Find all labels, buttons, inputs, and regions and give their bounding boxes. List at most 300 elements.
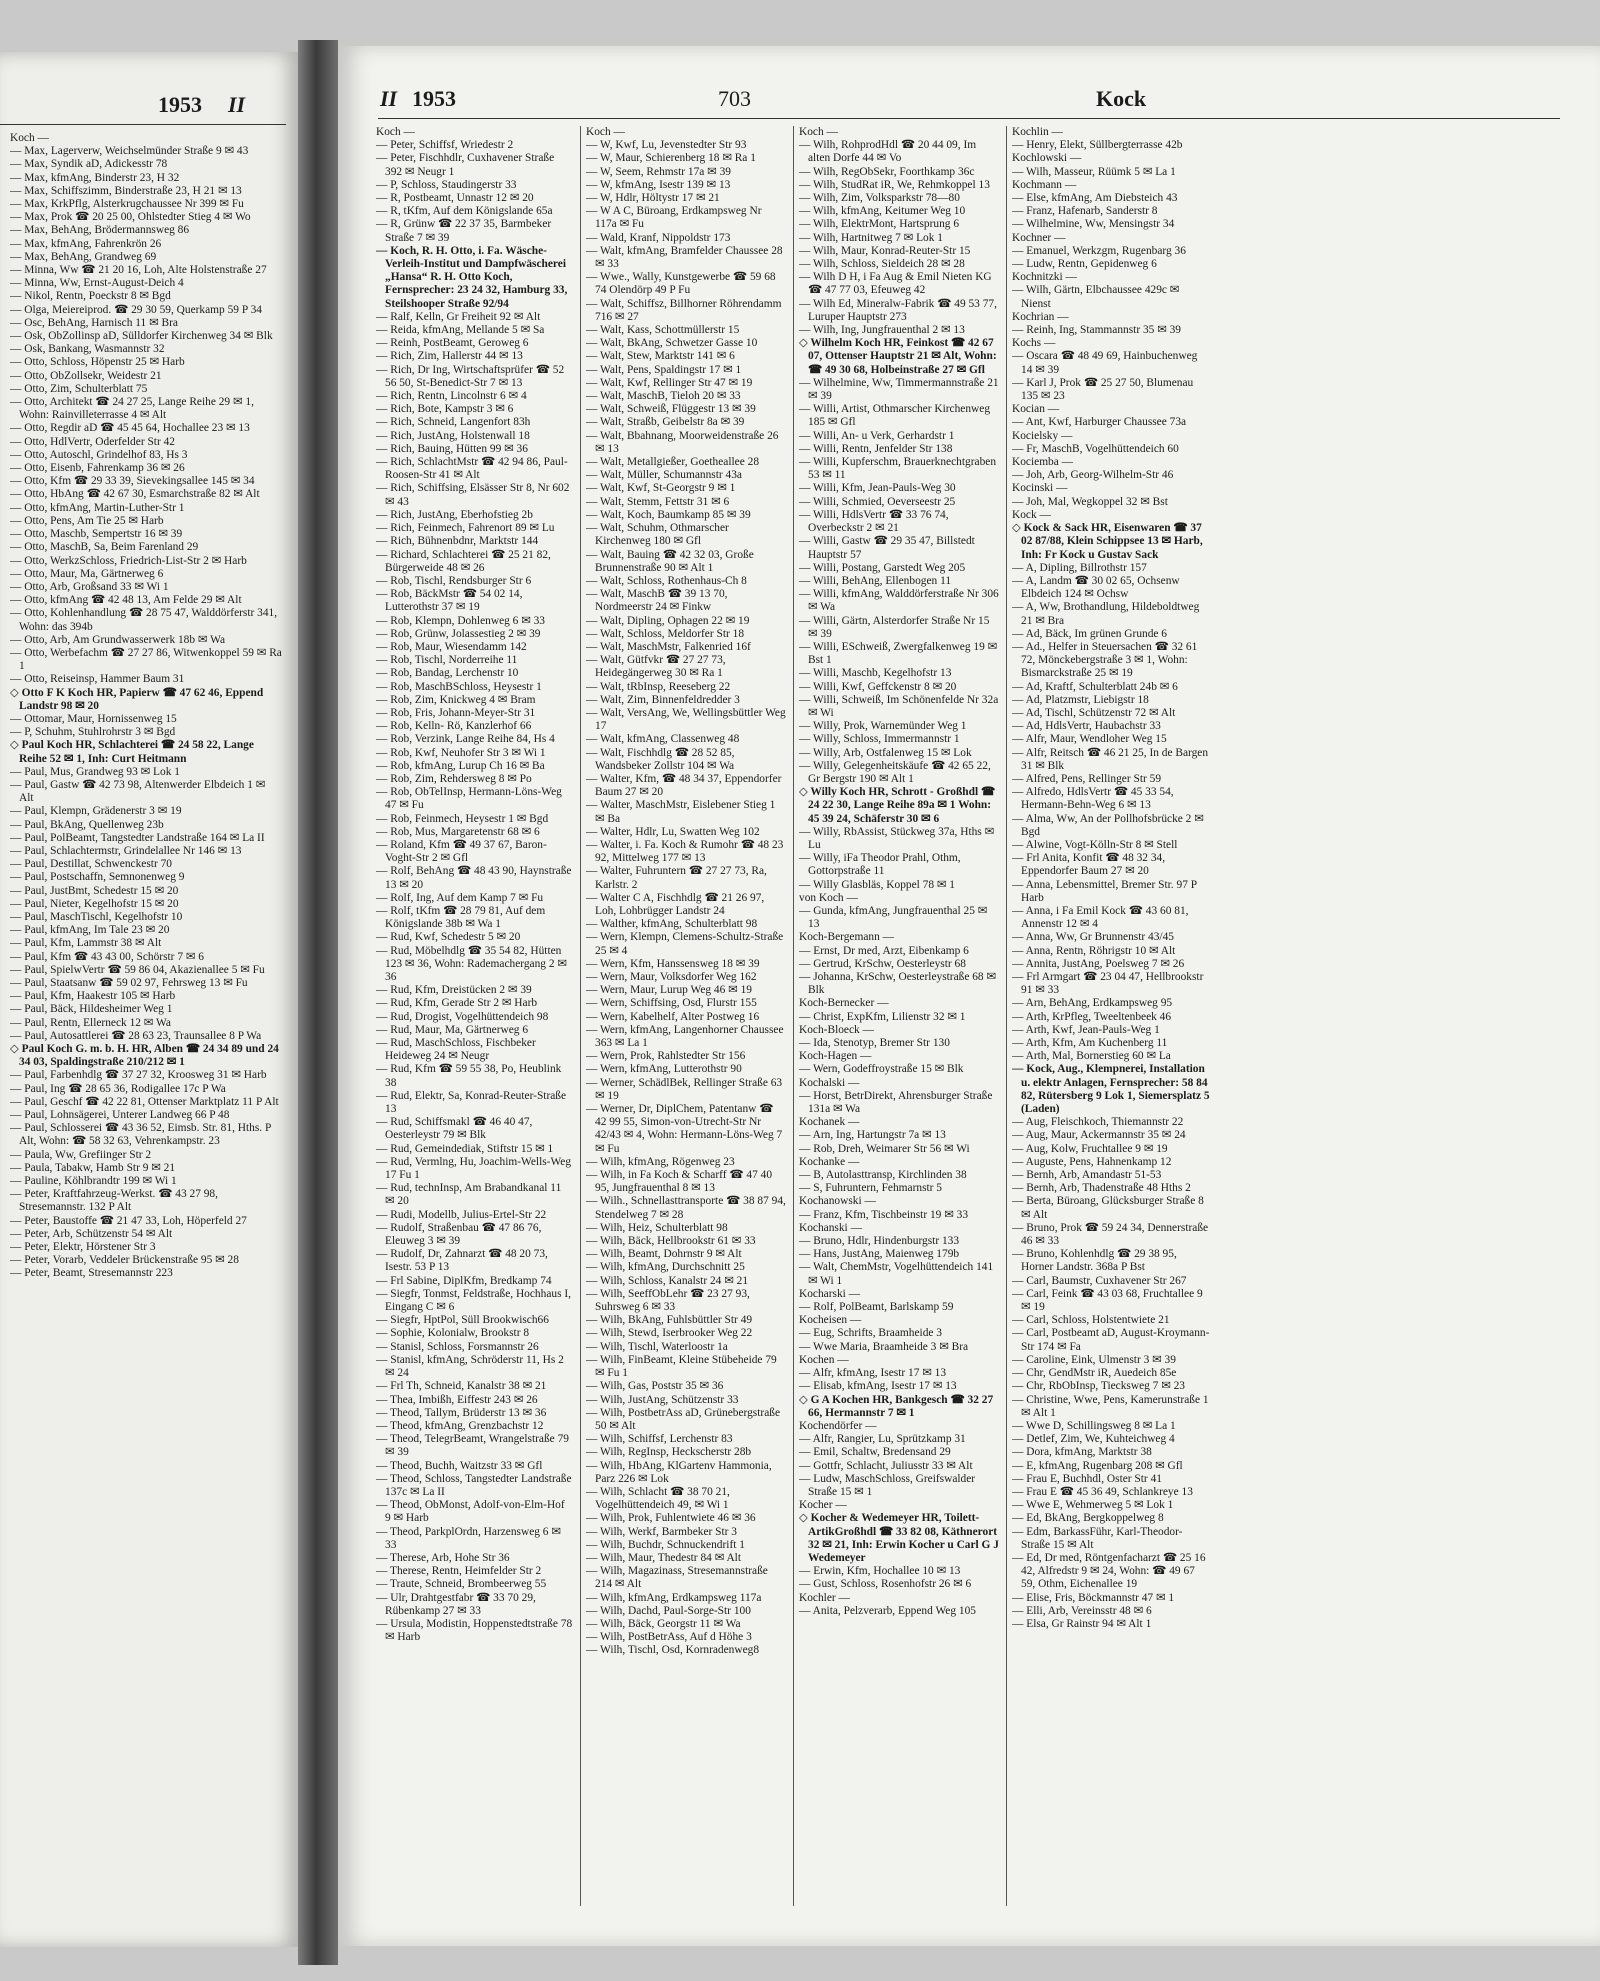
directory-entry: — Walt, Metallgießer, Goetheallee 28 (586, 456, 760, 469)
directory-entry: — Wilh, kfmAng, Durchschnitt 25 (586, 1261, 745, 1274)
directory-entry: Kocheisen — (799, 1314, 862, 1327)
directory-entry: — W, Hdlr, Höltystr 17 ✉ 21 (586, 192, 720, 205)
directory-entry: — Peter, Kraftfahrzeug-Werkst. ☎ 43 27 98, Stresemannstr. 132 P Alt (10, 1188, 218, 1214)
directory-entry: — Paul, Destillat, Schwenckestr 70 (10, 858, 172, 871)
directory-entry: — Otto, Schloss, Höpenstr 25 ✉ Harb (10, 356, 185, 369)
directory-entry: — Paul, Rentn, Ellerneck 12 ✉ Wa (10, 1016, 171, 1029)
directory-entry: — Rob, Mus, Margaretenstr 68 ✉ 6 (376, 825, 540, 838)
directory-entry: Kochendörfer — (799, 1419, 877, 1432)
directory-entry: — Alfred, Pens, Rellinger Str 59 (1012, 772, 1162, 785)
directory-entry: — Wwe Maria, Braamheide 3 ✉ Bra (799, 1340, 969, 1353)
directory-entry: — Max, KrkPflg, Alsterkrugchaussee Nr 399 ✉ Fu (10, 198, 244, 211)
running-head: Kock (1096, 86, 1147, 111)
directory-entry: — W, Kwf, Lu, Jevenstedter Str 93 (586, 139, 747, 152)
directory-entry: — Walt, Koch, Baumkamp 85 ✉ 39 (586, 508, 751, 521)
directory-entry: — Alfr, Rangier, Lu, Sprützkamp 31 (799, 1433, 966, 1446)
directory-entry: — Otto, MaschB, Sa, Beim Farenland 29 (10, 541, 199, 554)
directory-entry: — Ad, Kraftf, Schulterblatt 24b ✉ 6 (1012, 680, 1178, 693)
directory-entry: — Bernh, Arb, Thadenstraße 48 Hths 2 (1012, 1182, 1191, 1195)
directory-entry: — Rob, Tischl, Norderreihe 11 (376, 654, 518, 667)
directory-entry: — Ad., Helfer in Steuersachen ☎ 32 61 72, Mönckebergstraße 3 ✉ 1, Wohn: Bismarckstraße 25 ✉ 19 (1012, 640, 1198, 680)
directory-entry: — Else, kfmAng, Am Diebsteich 43 (1012, 192, 1178, 205)
directory-entry: — Stanisl, Schloss, Forsmannstr 26 (376, 1340, 539, 1353)
directory-entry: — Wilh, kfmAng, Rögenweg 23 (586, 1155, 735, 1168)
directory-entry: — Rudi, Modellb, Julius-Ertel-Str 22 (376, 1208, 547, 1221)
page-number: 703 (718, 86, 751, 111)
directory-entry: — Reida, kfmAng, Mellande 5 ✉ Sa (376, 324, 545, 337)
directory-entry: — Frl Armgart ☎ 23 04 47, Hellbrookstr 91 ✉ 33 (1012, 971, 1204, 997)
directory-entry: — Carl, Schloss, Holstentwiete 21 (1012, 1314, 1170, 1327)
directory-entry: — Gunda, kfmAng, Jungfrauenthal 25 ✉ 13 (799, 904, 988, 931)
directory-entry: — Theod, ParkplOrdn, Harzensweg 6 ✉ 33 (376, 1525, 561, 1551)
directory-entry: — Wilh, Masseur, Rüümk 5 ✉ La 1 (1012, 165, 1176, 178)
directory-entry: — Paul, Kfm, Haakestr 105 ✉ Harb (10, 990, 176, 1003)
directory-entry: — Peter, Beamt, Stresemannstr 223 (10, 1267, 173, 1280)
directory-entry: — Rich, SchlachtMstr ☎ 42 94 86, Paul-Roosen-Str 41 ✉ Alt (376, 456, 568, 482)
directory-entry: — Willi, kfmAng, Walddörferstraße Nr 306 ✉ Wa (799, 588, 999, 614)
directory-entry: — Wern, Schiffsing, Osd, Flurstr 155 (586, 997, 757, 1010)
directory-entry: — Wilh, Stewd, Iserbrooker Weg 22 (586, 1327, 753, 1340)
directory-entry: — Arn, Ing, Hartungstr 7a ✉ 13 (799, 1129, 946, 1142)
directory-entry: — Emanuel, Werkzgm, Rugenbarg 36 (1012, 244, 1186, 257)
directory-entry: — Wilhelmine, Ww, Timmermannstraße 21 ✉ 39 (799, 376, 999, 403)
directory-entry: — Willy, iFa Theodor Prahl, Othm, Gottorpstraße 11 (799, 852, 961, 878)
directory-entry: — Erwin, Kfm, Hochallee 10 ✉ 13 (799, 1565, 961, 1578)
right-header-year: 1953 (412, 86, 456, 111)
directory-entry: — Wilh, Dachd, Paul-Sorge-Str 100 (586, 1604, 751, 1617)
directory-entry: — Wilh, FinBeamt, Kleine Stübeheide 79 ✉ Fu 1 (586, 1353, 777, 1380)
directory-entry: — Paul, PolBeamt, Tangstedter Landstraße 164 ✉ La II (10, 831, 265, 844)
directory-entry: — Wilhelmine, Ww, Mensingstr 34 (1012, 218, 1175, 231)
directory-entry: — Wilh, Maur, Konrad-Reuter-Str 15 (799, 244, 971, 257)
directory-entry: — Stanisl, kfmAng, Schröderstr 11, Hs 2 ✉ 24 (376, 1353, 564, 1380)
directory-entry: Koch-Bernecker — (799, 997, 889, 1010)
directory-entry: — Rob, Kelln- Rö, Kanzlerhof 66 (376, 720, 532, 733)
directory-entry: — Max, BehAng, Brödermannsweg 86 (10, 224, 190, 237)
directory-entry: — Willi, Kfm, Jean-Pauls-Weg 30 (799, 482, 956, 495)
directory-entry: — Chr, GendMstr iR, Auedeich 85e (1012, 1367, 1177, 1380)
directory-entry: — Wilh, Schloss, Sieldeich 28 ✉ 28 (799, 258, 965, 271)
directory-entry: — Wern, Maur, Lurup Weg 46 ✉ 19 (586, 984, 752, 997)
directory-entry: Koch-Bergemann — (799, 931, 895, 944)
directory-entry: Kociemba — (1012, 456, 1074, 469)
directory-entry: — Wilh, kfmAng, Keitumer Weg 10 (799, 205, 966, 218)
directory-entry: — Walt, kfmAng, Classenweg 48 (586, 733, 740, 746)
column-heading: Koch — (376, 126, 415, 138)
directory-entry: — Werner, Dr, DiplChem, Patentanw ☎ 42 99 55, Simon-von-Utrecht-Str Nr 42/43 ✉ 4, Wohn: Hermann-Löns-Weg 7 ✉ Fu (586, 1103, 783, 1155)
directory-entry: — Alfr, kfmAng, Isestr 17 ✉ 13 (799, 1367, 947, 1380)
directory-entry: — Paul, Klempn, Grädenerstr 3 ✉ 19 (10, 805, 182, 818)
directory-entry: — Elise, Fris, Böckmannstr 47 ✉ 1 (1012, 1591, 1175, 1604)
directory-entry: — Bruno, Kohlenhdlg ☎ 29 38 95, Horner Landstr. 368a P Bst (1012, 1248, 1177, 1274)
directory-entry: — Wilh, Bäck, Hellbrookstr 61 ✉ 33 (586, 1235, 756, 1248)
directory-entry: — Paul, Farbenhdlg ☎ 37 27 32, Kroosweg 31 ✉ Harb (10, 1069, 267, 1082)
directory-entry: — Reinh, PostBeamt, Geroweg 6 (376, 337, 529, 350)
directory-entry: Koch-Bloeck — (799, 1023, 874, 1036)
left-header-year: 1953 (158, 92, 202, 117)
directory-entry: — Walt, ChemMstr, Vogelhüttendeich 141 ✉ Wi 1 (799, 1261, 994, 1287)
directory-entry: Kocielsky — (1012, 429, 1073, 442)
directory-entry: — Otto, kfmAng, Martin-Luther-Str 1 (10, 501, 185, 514)
directory-entry: — Kock, Aug., Klempnerei, Installation u. elektr Anlagen, Fernsprecher: 58 84 82, Rütersberg 9 Lok 1, Siemersplatz 5 (Laden) (1012, 1063, 1210, 1116)
directory-entry: — Osc, BehAng, Harnisch 11 ✉ Bra (10, 316, 178, 329)
directory-entry: — Arth, KrPfleg, Tweeltenbeek 46 (1012, 1010, 1172, 1023)
directory-entry: — Wilh, RegObSekr, Foorthkamp 36c (799, 165, 975, 178)
directory-entry: — Theod, Tallym, Brüderstr 13 ✉ 36 (376, 1406, 547, 1419)
directory-entry: — Bruno, Prok ☎ 59 24 34, Dennerstraße 46 ✉ 33 (1012, 1221, 1209, 1248)
directory-entry: — Joh, Mal, Wegkoppel 32 ✉ Bst (1012, 495, 1168, 508)
directory-entry: — Rud, Kfm, Dreistücken 2 ✉ 39 (376, 984, 532, 997)
directory-entry: — Osk, Bankang, Wasmannstr 32 (10, 343, 165, 356)
directory-entry: — Wilh, ElektrMont, Hartsprung 6 (799, 218, 960, 231)
directory-entry: — Wilh, Beamt, Dohrnstr 9 ✉ Alt (586, 1248, 742, 1261)
directory-entry: Kocinski — (1012, 482, 1068, 495)
directory-entry: — Chr, RbObInsp, Tiecksweg 7 ✉ 23 (1012, 1380, 1185, 1393)
directory-entry: — Rob, Feinmech, Heysestr 1 ✉ Bgd (376, 812, 549, 825)
directory-entry: Kochrian — (1012, 310, 1069, 323)
directory-entry: — Ad, Bäck, Im grünen Grunde 6 (1012, 627, 1168, 640)
directory-entry: — Walt, Kwf, Rellinger Str 47 ✉ 19 (586, 376, 753, 389)
directory-entry: — Peter, Schiffsf, Wriedestr 2 (376, 139, 514, 152)
directory-entry: — Willi, Gärtn, Alsterdorfer Straße Nr 15 ✉ 39 (799, 614, 990, 640)
directory-entry: — Rud, Kfm, Gerade Str 2 ✉ Harb (376, 997, 538, 1010)
directory-entry: — Otto, Kohlenhandlung ☎ 28 75 47, Walddörferstr 341, Wohn: das 394b (10, 607, 278, 633)
directory-entry: — W, Seem, Rehmstr 17a ✉ 39 (586, 165, 731, 178)
directory-entry: — Ad, Platzmstr, Liebigstr 18 (1012, 693, 1149, 706)
directory-entry: — Nikol, Rentn, Poeckstr 8 ✉ Bgd (10, 290, 171, 303)
directory-entry: — Walt, Müller, Schumannstr 43a (586, 469, 742, 482)
directory-entry: — Rich, Dr Ing, Wirtschaftsprüfer ☎ 52 56 50, St-Benedict-Str 7 ✉ 13 (376, 363, 565, 389)
directory-entry: — Pauline, Köhlbrandtr 199 ✉ Wi 1 (10, 1175, 177, 1188)
directory-entry: — Richard, Schlachterei ☎ 25 21 82, Bürgerweide 48 ✉ 26 (376, 548, 551, 574)
directory-entry: — Koch, R. H. Otto, i. Fa. Wäsche-Verleih-Institut und Dampfwäscherei „Hansa“ R. H. Otto Koch, Fernsprecher: 23 24 32, Hamburg 33, Steilshooper Straße 92/94 (376, 244, 568, 310)
directory-entry: — Werner, SchädlBek, Rellinger Straße 63 ✉ 19 (586, 1076, 783, 1102)
directory-entry: — Otto, Kfm ☎ 29 33 39, Sievekingsallee 145 ✉ 34 (10, 475, 255, 488)
directory-entry: — Carl, Feink ☎ 43 03 68, Fruchtallee 9 ✉ 19 (1012, 1287, 1203, 1314)
directory-entry: — Paula, Ww, Grefiinger Str 2 (10, 1148, 152, 1161)
left-header-part: II (228, 92, 246, 117)
directory-entry: — Rud, technInsp, Am Brabandkanal 11 ✉ 20 (376, 1182, 562, 1208)
column-heading: Koch — (799, 126, 838, 138)
directory-entry: — Gust, Schloss, Rosenhofstr 26 ✉ 6 (799, 1578, 972, 1591)
directory-entry: — Rudolf, Straßenbau ☎ 47 86 76, Eleuweg 3 ✉ 39 (376, 1221, 542, 1248)
directory-entry: — Wilh., Schnellasttransporte ☎ 38 87 94, Stendelweg 7 ✉ 28 (586, 1195, 786, 1221)
directory-entry: — Wilh, Schloss, Kanalstr 24 ✉ 21 (586, 1274, 749, 1287)
directory-entry: Kochnitzki — (1012, 271, 1077, 284)
directory-entry: — Christine, Wwe, Pens, Kamerunstraße 1 ✉ Alt 1 (1012, 1393, 1209, 1419)
directory-entry: — Walt, Pens, Spaldingstr 17 ✉ 1 (586, 363, 742, 376)
directory-entry: — Rob, Klempn, Dohlenweg 6 ✉ 33 (376, 614, 545, 627)
directory-entry: ◇ Paul Koch HR, Schlachterei ☎ 24 58 22, Lange Reihe 52 ✉ 1, Inh: Curt Heitmann (10, 739, 254, 765)
directory-entry: — Rudolf, Dr, Zahnarzt ☎ 48 20 73, Isestr. 53 P 13 (376, 1248, 548, 1274)
directory-entry: — Otto, Zim, Schulterblatt 75 (10, 382, 148, 395)
directory-entry: — Willy, Prok, Warnemünder Weg 1 (799, 720, 967, 733)
directory-entry: — Walt, Gütfvkr ☎ 27 27 73, Heidegängerweg 30 ✉ Ra 1 (586, 654, 726, 680)
directory-entry: — Dora, kfmAng, Marktstr 38 (1012, 1446, 1152, 1459)
directory-entry: — Wern, kfmAng, Lutterothstr 90 (586, 1063, 742, 1076)
directory-entry: ◇ G A Kochen HR, Bankgesch ☎ 32 27 66, Hermannstr 7 ✉ 1 (799, 1393, 994, 1419)
directory-entry: — Edm, BarkassFühr, Karl-Theodor-Straße 15 ✉ Alt (1012, 1525, 1183, 1551)
directory-entry: ◇ Kocher & Wedemeyer HR, Toilett-ArtikGroßhdl ☎ 33 82 08, Käthnerort 32 ✉ 21, Inh: Erwin Kocher u Carl G J Wedemeyer (799, 1512, 999, 1564)
directory-entry: — Ad, Tischl, Schützenstr 72 ✉ Alt (1012, 706, 1176, 719)
directory-entry: — Walt, Stew, Marktstr 141 ✉ 6 (586, 350, 735, 363)
directory-entry: — Rob, Maur, Wiesendamm 142 (376, 640, 527, 653)
directory-entry: — P, Schloss, Staudingerstr 33 (376, 178, 517, 191)
directory-entry: — Aug, Fleischkoch, Thiemannstr 22 (1012, 1116, 1184, 1129)
directory-entry: — Paul, BkAng, Quellenweg 23b (10, 818, 164, 831)
directory-entry: — Rolf, tKfm ☎ 28 79 81, Auf dem Königslande 38b ✉ Wa 1 (376, 904, 546, 931)
directory-entry: — Paul, JustBmt, Schedestr 15 ✉ 20 (10, 884, 179, 897)
directory-entry: — Max, Schiffszimm, Binderstraße 23, H 21 ✉ 13 (10, 184, 242, 197)
directory-entry: — Franz, Hafenarb, Sanderstr 8 (1012, 205, 1158, 218)
directory-entry: — Wern, Maur, Volksdorfer Weg 162 (586, 971, 757, 983)
directory-entry: — Paul, Schlachtermstr, Grindelallee Nr 146 ✉ 13 (10, 844, 242, 857)
directory-entry: — Rob, Kwf, Neuhofer Str 3 ✉ Wi 1 (376, 746, 546, 759)
directory-entry: — Carl, Baumstr, Cuxhavener Str 267 (1012, 1274, 1187, 1287)
directory-entry: — Walt, Kwf, St-Georgstr 9 ✉ 1 (586, 482, 736, 495)
directory-entry: — Walt, MaschB ☎ 39 13 70, Nordmeerstr 24 ✉ Finkw (586, 588, 728, 614)
directory-entry: von Koch — (799, 891, 858, 904)
directory-entry: — Max, Lagerverw, Weichselmünder Straße 9 ✉ 43 (10, 145, 249, 158)
directory-entry: — Walt, BkAng, Schwetzer Gasse 10 (586, 337, 758, 350)
directory-entry: — Otto, HbAng ☎ 42 67 30, Esmarchstraße 82 ✉ Alt (10, 488, 260, 501)
directory-entry: — Paul, Mus, Grandweg 93 ✉ Lok 1 (10, 765, 180, 778)
directory-entry: — Wern, kfmAng, Langenhorner Chaussee 363 ✉ La 1 (586, 1023, 784, 1050)
directory-entry: — Willi, Schweiß, Im Schönenfelde Nr 32a ✉ Wi (799, 693, 999, 719)
directory-entry: — Detlef, Zim, We, Kuhteichweg 4 (1012, 1433, 1175, 1446)
directory-entry: — Walt, Kass, Schottmüllerstr 15 (586, 324, 740, 337)
directory-entry: — Paul, Kfm ☎ 43 43 00, Schörstr 7 ✉ 6 (10, 950, 204, 963)
directory-entry: — Wilh, Tischl, Waterloostr 1a (586, 1340, 728, 1353)
right-header-rule (378, 118, 1560, 119)
directory-entry: — Peter, Fischhdlr, Cuxhavener Straße 392 ✉ Neugr 1 (376, 152, 555, 178)
directory-entry: — Rob, Zim, Knickweg 4 ✉ Bram (376, 693, 536, 706)
directory-entry: — Willi, Kwf, Geffckenstr 8 ✉ 20 (799, 680, 957, 693)
directory-column-4 (1012, 126, 1210, 1631)
directory-entry: — Wilh, SeeffObLehr ☎ 23 27 93, Suhrsweg 6 ✉ 33 (586, 1287, 750, 1314)
directory-entry: — Walt, Schuhm, Othmarscher Kirchenweg 180 ✉ Gfl (586, 522, 729, 548)
directory-entry: — Alfredo, HdlsVertr ☎ 45 33 54, Hermann-Behn-Weg 6 ✉ 13 (1012, 786, 1174, 812)
directory-entry: — Wern, Prok, Rahlstedter Str 156 (586, 1050, 746, 1063)
directory-entry: — Rud, Vermlng, Hu, Joachim-Wells-Weg 17 Fu 1 (376, 1155, 572, 1182)
directory-column-1 (376, 126, 573, 1644)
directory-entry: — Peter, Baustoffe ☎ 21 47 33, Loh, Höperfeld 27 (10, 1214, 247, 1227)
directory-entry: — W, Maur, Schierenberg 18 ✉ Ra 1 (586, 152, 756, 165)
directory-entry: — Theod, TelegrBeamt, Wrangelstraße 79 ✉ 39 (376, 1433, 569, 1459)
directory-entry: Kochmann — (1012, 178, 1077, 191)
directory-entry: — Walt, kfmAng, Bramfelder Chaussee 28 ✉ 33 (586, 244, 783, 271)
directory-entry: — Traute, Schneid, Brombeerweg 55 (376, 1578, 547, 1591)
directory-entry: — Rob, MaschBSchloss, Heysestr 1 (376, 680, 542, 693)
directory-entry: — Wilh, Zim, Volksparkstr 78—80 (799, 192, 960, 205)
directory-entry: — Karl J, Prok ☎ 25 27 50, Blumenau 135 ✉ 23 (1012, 376, 1194, 403)
directory-entry: — Reinh, Ing, Stammannstr 35 ✉ 39 (1012, 324, 1182, 337)
directory-entry: — Therese, Arb, Hohe Str 36 (376, 1551, 510, 1564)
directory-entry: — Willy, Schloss, Immermannstr 1 (799, 733, 960, 746)
directory-entry: — Wern, Godeffroystraße 15 ✉ Blk (799, 1063, 964, 1076)
directory-entry: — Wilh, Tischl, Osd, Kornradenweg8 (586, 1644, 760, 1657)
directory-entry: — Caroline, Eink, Ulmenstr 3 ✉ 39 (1012, 1353, 1176, 1366)
directory-entry: — Eug, Schrifts, Braamheide 3 (799, 1327, 942, 1340)
directory-entry: — E, kfmAng, Rugenbarg 208 ✉ Gfl (1012, 1459, 1183, 1472)
directory-entry: — R, Grünw ☎ 22 37 35, Barmbeker Straße 7 ✉ 39 (376, 218, 552, 244)
directory-entry: — Walt, Bbahnang, Moorweidenstraße 26 ✉ 13 (586, 429, 779, 455)
directory-entry: — Wilh, PostBetrAss, Auf d Höhe 3 (586, 1631, 752, 1644)
directory-entry: — Anna, Ww, Gr Brunnenstr 43/45 (1012, 931, 1174, 944)
directory-entry: — Minna, Ww ☎ 21 20 16, Loh, Alte Holstenstraße 27 (10, 264, 267, 277)
directory-entry: — Otto, Werbefachm ☎ 27 27 86, Witwenkoppel 59 ✉ Ra 1 (10, 646, 282, 673)
directory-entry: — Walt, tRbInsp, Reeseberg 22 (586, 680, 731, 693)
right-header-part: II (380, 86, 398, 111)
directory-entry: — Otto, Maschb, Sempertstr 16 ✉ 39 (10, 528, 183, 541)
directory-entry: — Rich, Bauing, Hütten 99 ✉ 36 (376, 442, 528, 455)
directory-entry: — Annita, JustAng, Poelsweg 7 ✉ 26 (1012, 957, 1185, 970)
directory-entry: — Max, kfmAng, Binderstr 23, H 32 (10, 171, 180, 184)
directory-entry: — Willy, Arb, Ostfalenweg 15 ✉ Lok (799, 746, 972, 759)
directory-entry: — Rich, Schneid, Langenfort 83h (376, 416, 531, 429)
directory-entry: — Ant, Kwf, Harburger Chaussee 73a (1012, 416, 1187, 429)
directory-entry: — Willi, Rentn, Jenfelder Str 138 (799, 442, 953, 455)
directory-entry: — Joh, Arb, Georg-Wilhelm-Str 46 (1012, 469, 1174, 482)
directory-entry: — Otto, Arb, Am Grundwasserwerk 18b ✉ Wa (10, 633, 226, 646)
directory-entry: — Walt, Fischhdlg ☎ 28 52 85, Wandsbeker Zollstr 104 ✉ Wa (586, 746, 735, 772)
directory-entry: — Christ, ExpKfm, Lilienstr 32 ✉ 1 (799, 1010, 966, 1023)
directory-entry: — Walter, Fuhruntern ☎ 27 27 73, Ra, Karlstr. 2 (586, 865, 767, 891)
directory-entry: — Paul, MaschTischl, Kegelhofstr 10 (10, 910, 183, 923)
directory-entry: — Wwe., Wally, Kunstgewerbe ☎ 59 68 74 Olendörp 49 P Fu (586, 271, 776, 297)
left-header-rule (0, 124, 286, 125)
directory-entry: — Ludw, Rentn, Gepidenweg 6 (1012, 258, 1157, 271)
directory-entry: — Wilh, Werkf, Barmbeker Str 3 (586, 1525, 737, 1538)
directory-entry: Kochanowski — (799, 1195, 876, 1208)
directory-entry: — Willi, HdlsVertr ☎ 33 76 74, Overbeckstr 2 ✉ 21 (799, 508, 949, 535)
directory-entry: — Alma, Ww, An der Pollhofsbrücke 2 ✉ Bgd (1012, 812, 1204, 838)
directory-entry: — Paul, Schlosserei ☎ 43 36 52, Eimsb. Str. 81, Hths. P Alt, Wohn: ☎ 58 32 63, Vehrenkampstr. 23 (10, 1122, 271, 1148)
directory-entry: — Paul, Postschaffn, Semnonenweg 9 (10, 871, 185, 884)
directory-entry: — Wilh, PostbetrAss aD, Grünebergstraße 50 ✉ Alt (586, 1406, 780, 1432)
directory-entry: — Walt, Straßb, Geibelstr 8a ✉ 39 (586, 416, 745, 429)
directory-entry: Kocher — (799, 1499, 847, 1512)
directory-entry: — Rud, Schiffsmakl ☎ 46 40 47, Oesterleystr 79 ✉ Blk (376, 1116, 533, 1142)
directory-entry: — Otto, WerkzSchloss, Friedrich-List-Str 2 ✉ Harb (10, 554, 247, 567)
directory-entry: — Paul, Geschf ☎ 42 22 81, Ottenser Marktplatz 11 P Alt (10, 1095, 279, 1108)
directory-entry: — Arth, Kwf, Jean-Pauls-Weg 1 (1012, 1023, 1160, 1036)
directory-entry: — Frl Th, Schneid, Kanalstr 38 ✉ 21 (376, 1380, 547, 1393)
directory-entry: — Otto, Maur, Ma, Gärtnerweg 6 (10, 567, 164, 580)
directory-entry: — Aug, Maur, Ackermannstr 35 ✉ 24 (1012, 1129, 1186, 1142)
directory-entry: ◇ Otto F K Koch HR, Papierw ☎ 47 62 46, Eppend Landstr 98 ✉ 20 (10, 686, 264, 712)
directory-entry: — Wwe D, Schillingsweg 8 ✉ La 1 (1012, 1419, 1176, 1432)
directory-entry: — Rolf, Ing, Auf dem Kamp 7 ✉ Fu (376, 891, 544, 904)
directory-entry: — Wwe E, Wehmerweg 5 ✉ Lok 1 (1012, 1499, 1174, 1512)
column-divider (1006, 126, 1007, 1906)
directory-entry: — Wilh, Gas, Poststr 35 ✉ 36 (586, 1380, 724, 1393)
directory-entry: — Wilh, Schlacht ☎ 38 70 21, Vogelhüttendeich 49, ✉ Wi 1 (586, 1485, 730, 1512)
directory-entry: — Walter, Hdlr, Lu, Swatten Weg 102 (586, 825, 760, 838)
directory-entry: — Willi, Gastw ☎ 29 35 47, Billstedt Hauptstr 57 (799, 535, 975, 561)
directory-entry: — Willy Glasbläs, Koppel 78 ✉ 1 (799, 878, 955, 891)
directory-entry: — Willy, RbAssist, Stückweg 37a, Hths ✉ Lu (799, 825, 995, 851)
directory-entry: — Walt, Schloss, Meldorfer Str 18 (586, 627, 745, 640)
directory-entry: — Otto, kfmAng ☎ 42 48 13, Am Felde 29 ✉ Alt (10, 594, 242, 607)
directory-entry: — Paul, Staatsanw ☎ 59 02 97, Fehrsweg 13 ✉ Fu (10, 977, 248, 989)
directory-entry: — Walter, i. Fa. Koch & Rumohr ☎ 48 23 92, Mittelweg 177 ✉ 13 (586, 838, 784, 865)
directory-entry: — Arth, Mal, Bornerstieg 60 ✉ La (1012, 1050, 1171, 1063)
directory-entry: — W A C, Büroang, Erdkampsweg Nr 117a ✉ Fu (586, 205, 762, 231)
directory-entry: — Walt, Zim, Binnenfeldredder 3 (586, 693, 740, 706)
directory-entry: — Max, kfmAng, Fahrenkrön 26 (10, 237, 162, 250)
directory-entry: — Wilh, Bäck, Georgstr 11 ✉ Wa (586, 1617, 741, 1630)
column-heading: Kochlin — (1012, 126, 1063, 138)
directory-entry: — Horst, BetrDirekt, Ahrensburger Straße 131a ✉ Wa (799, 1089, 993, 1116)
directory-entry: — Otto, ObZollsekr, Weidestr 21 (10, 369, 162, 382)
directory-entry: — A, Dipling, Billrothstr 157 (1012, 561, 1147, 574)
directory-entry: — P, Schuhm, Stuhlrohrstr 3 ✉ Bgd (10, 726, 176, 739)
directory-entry: — Emil, Schaltw, Bredensand 29 (799, 1446, 951, 1459)
directory-entry: — B, Autolasttransp, Kirchlinden 38 (799, 1169, 967, 1182)
directory-entry: — Rob, Verzink, Lange Reihe 84, Hs 4 (376, 733, 555, 746)
directory-entry: — Walt, VersAng, We, Wellingsbüttler Weg 17 (586, 706, 786, 733)
directory-entry: — Alfr, Maur, Wendloher Weg 15 (1012, 733, 1167, 746)
directory-entry: — Wilh, Hartnitweg 7 ✉ Lok 1 (799, 231, 943, 244)
directory-entry: — Wilh, Heiz, Schulterblatt 98 (586, 1221, 728, 1234)
directory-entry: Kochalski — (799, 1076, 860, 1089)
directory-entry: — Johanna, KrSchw, Oesterleystraße 68 ✉ Blk (799, 971, 997, 997)
directory-entry: — Otto, Architekt ☎ 24 27 25, Lange Reihe 29 ✉ 1, Wohn: Rainvilleterrasse 4 ✉ Alt (10, 396, 254, 422)
directory-entry: — A, Ww, Brothandlung, Hildeboldtweg 21 ✉ Bra (1012, 601, 1200, 627)
directory-entry: — Paul, Lohnsägerei, Unterer Landweg 66 P 48 (10, 1109, 230, 1122)
directory-entry: — Peter, Vorarb, Veddeler Brückenstraße 95 ✉ 28 (10, 1254, 239, 1267)
directory-entry: — Oscara ☎ 48 49 69, Hainbuchenweg 14 ✉ 39 (1012, 350, 1198, 376)
directory-entry: — Walt, Schweiß, Flüggestr 13 ✉ 39 (586, 403, 756, 416)
directory-entry: — Wern, Klempn, Clemens-Schultz-Straße 25 ✉ 4 (586, 931, 784, 957)
directory-entry: — Theod, Buchh, Waitzstr 33 ✉ Gfl (376, 1459, 543, 1472)
directory-entry: — Berta, Büroang, Glücksburger Straße 8 ✉ Alt (1012, 1195, 1204, 1221)
directory-entry: Kochanke — (799, 1155, 860, 1168)
directory-entry: — Wern, Kfm, Hanssensweg 18 ✉ 39 (586, 957, 760, 970)
directory-entry: — Bernh, Arb, Amandastr 51-53 (1012, 1169, 1162, 1182)
directory-entry: ◇ Paul Koch G. m. b. H. HR, Alben ☎ 24 34 89 und 24 34 03, Spaldingstraße 210/212 ✉ 1 (10, 1043, 279, 1069)
column-divider (580, 126, 581, 1906)
directory-entry: — Paul, Nieter, Kegelhofstr 15 ✉ 20 (10, 897, 179, 910)
directory-entry: — Peter, Elektr, Hörstener Str 3 (10, 1241, 156, 1254)
directory-entry: — Walter, Kfm, ☎ 48 34 37, Eppendorfer Baum 27 ✉ 20 (586, 772, 782, 799)
directory-entry: — Rud, Drogist, Vogelhüttendeich 98 (376, 1010, 549, 1023)
directory-entry: — Wald, Kranf, Nippoldstr 173 (586, 231, 731, 244)
directory-entry: Koch-Hagen — (799, 1050, 872, 1063)
directory-entry: — Ottomar, Maur, Hornissenweg 15 (10, 712, 177, 725)
directory-entry: — Alfr, Reitsch ☎ 46 21 25, In de Bargen 31 ✉ Blk (1012, 746, 1209, 772)
directory-entry: — Otto, Autoschl, Grindelhof 83, Hs 3 (10, 448, 188, 461)
directory-entry: — Olga, Meiereiprod. ☎ 29 30 59, Querkamp 59 P 34 (10, 303, 262, 316)
directory-column-2 (586, 126, 786, 1658)
directory-entry: — Max, Prok ☎ 20 25 00, Ohlstedter Stieg 4 ✉ Wo (10, 211, 251, 224)
directory-entry: — Max, Syndik aD, Adickesstr 78 (10, 158, 168, 171)
directory-entry: — Rob, Zim, Rehdersweg 8 ✉ Po (376, 772, 532, 785)
directory-entry: — Paul, Gastw ☎ 42 73 98, Altenwerder Elbdeich 1 ✉ Alt (10, 778, 266, 805)
directory-entry: — Walther, kfmAng, Schulterblatt 98 (586, 918, 758, 931)
directory-entry: — Rob, Bandag, Lerchenstr 10 (376, 667, 519, 680)
directory-entry: — Elsa, Gr Rainstr 94 ✉ Alt 1 (1012, 1617, 1152, 1630)
directory-entry: — Roland, Kfm ☎ 49 37 67, Baron-Voght-Str 2 ✉ Gfl (376, 838, 547, 865)
directory-entry: — Elli, Arb, Vereinsstr 48 ✉ 6 (1012, 1604, 1152, 1617)
directory-entry: Kochanek — (799, 1116, 860, 1129)
directory-entry: — Wilh, kfmAng, Erdkampsweg 117a (586, 1591, 762, 1604)
directory-entry: — Sophie, Kolonialw, Brookstr 8 (376, 1327, 530, 1340)
column-divider (793, 126, 794, 1906)
directory-entry: — Ed, Dr med, Röntgenfacharzt ☎ 25 16 42, Alfredstr 9 ✉ 24, Wohn: ☎ 49 67 59, Othm, Eichenallee 19 (1012, 1551, 1206, 1591)
directory-entry: — Anita, Pelzverarb, Eppend Weg 105 (799, 1604, 976, 1617)
